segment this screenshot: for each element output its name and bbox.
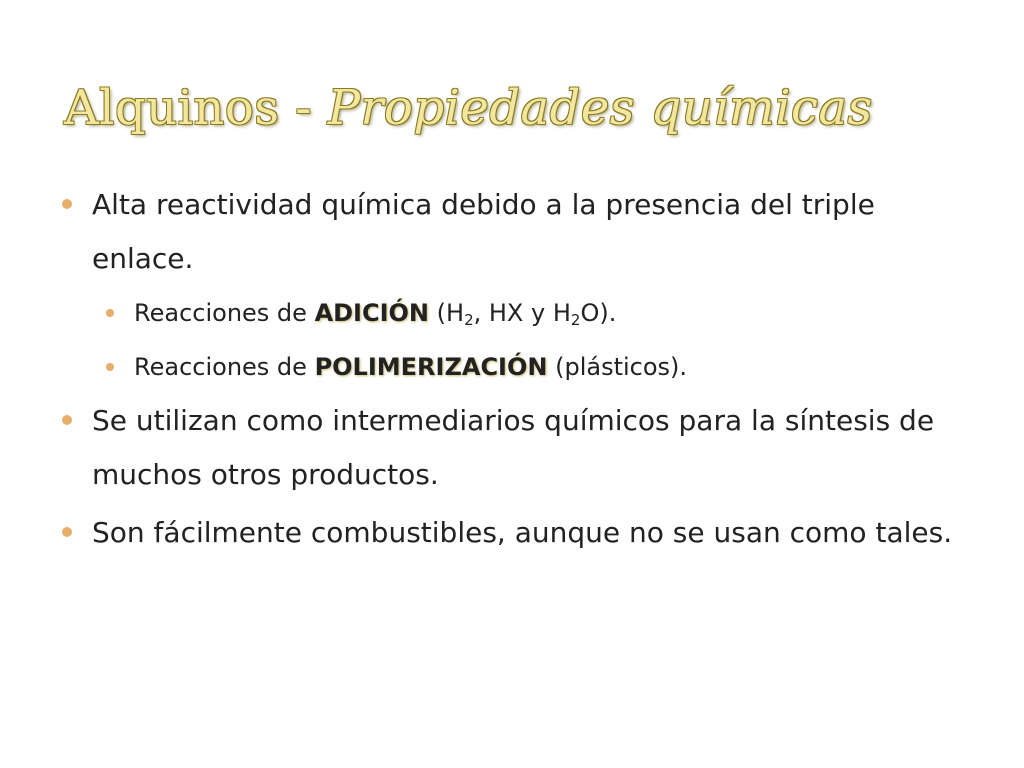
bullet-text: Se utilizan como intermediarios químicos para la síntesis de muchos otros productos. xyxy=(92,404,935,491)
bullet-dot-icon xyxy=(62,415,72,425)
sub-bullet-addition xyxy=(62,286,962,340)
sub-bullet-prefix: Reacciones de xyxy=(134,299,315,327)
sub-bullet-dot-icon xyxy=(106,363,114,371)
subscript: 2 xyxy=(570,311,581,329)
title-main: Alquinos - xyxy=(64,80,328,136)
bullet-text: Son fácilmente combustibles, aunque no se usan como tales. xyxy=(92,516,953,549)
sub-bullet-suffix: (plásticos). xyxy=(547,353,688,381)
title-italic: Propiedades químicas xyxy=(327,80,873,136)
bullet-text: Alta reactividad química debido a la presencia del triple enlace. xyxy=(92,188,875,275)
bullet-list xyxy=(62,178,962,560)
slide-title xyxy=(64,80,873,136)
sub-bullet-prefix: Reacciones de xyxy=(134,353,315,381)
bullet-item-reactivity xyxy=(62,178,962,286)
bullet-dot-icon xyxy=(62,199,72,209)
subscript: 2 xyxy=(464,311,474,329)
bullet-item-intermediates xyxy=(62,394,962,502)
sub-bullet-keyword: POLIMERIZACIÓN xyxy=(314,353,548,381)
sub-bullet-keyword: ADICIÓN xyxy=(314,299,430,327)
formula-mid: , HX y H xyxy=(473,299,571,327)
formula-open: (H xyxy=(429,299,465,327)
bullet-dot-icon xyxy=(62,527,72,537)
sub-bullet-dot-icon xyxy=(106,309,114,317)
sub-bullet-polymerization xyxy=(62,340,962,394)
formula-close: O). xyxy=(580,299,617,327)
bullet-item-combustible xyxy=(62,506,962,560)
